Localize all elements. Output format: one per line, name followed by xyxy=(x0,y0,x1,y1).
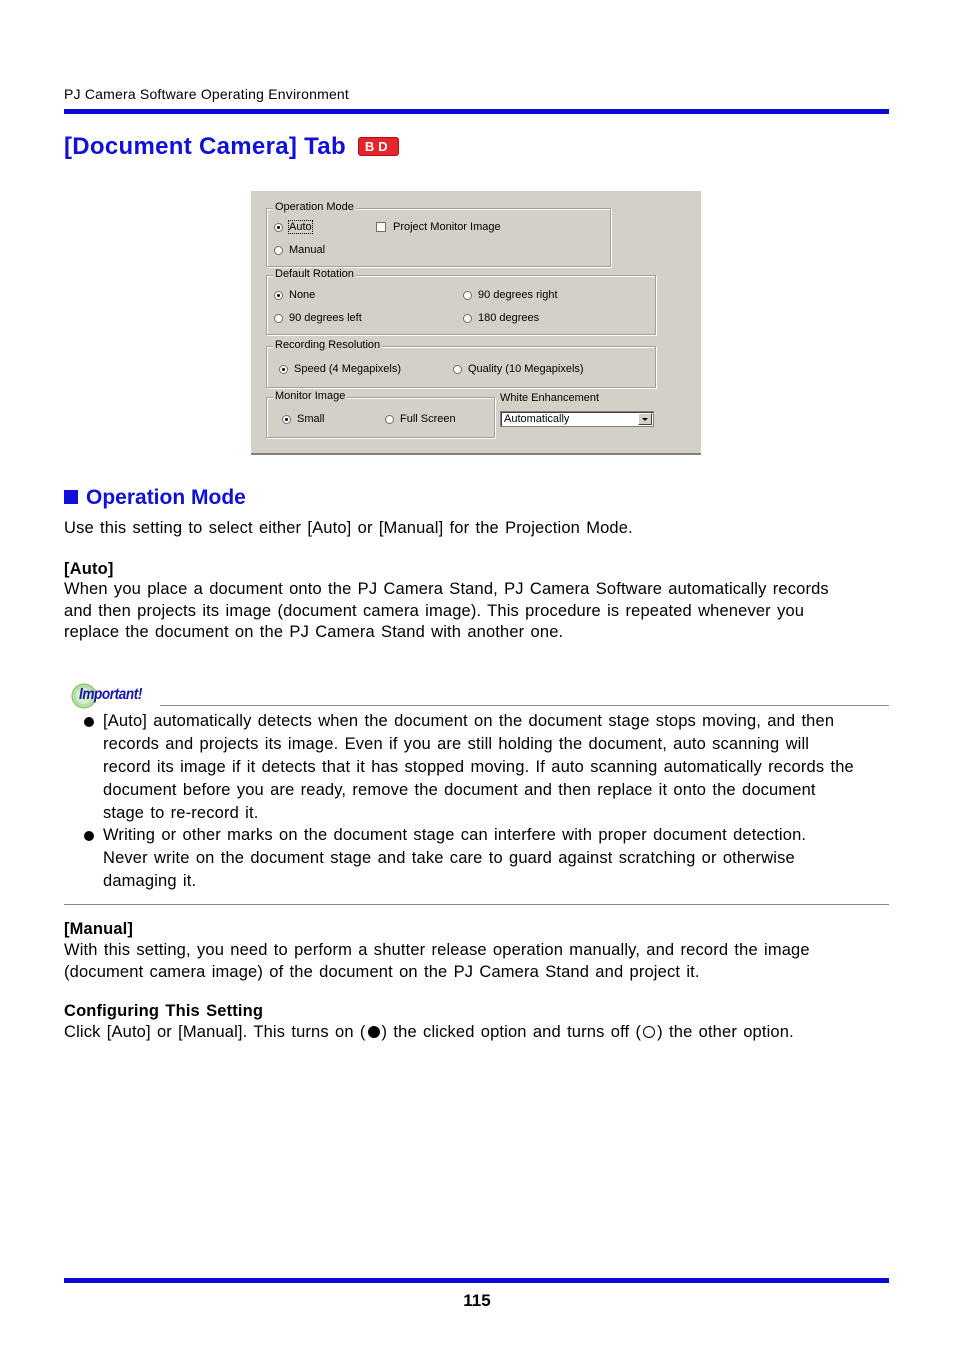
rotation-90-left-label: 90 degrees left xyxy=(289,312,362,324)
speed-radio-label: Speed (4 Megapixels) xyxy=(294,363,402,375)
radio-off-icon xyxy=(274,314,283,323)
rotation-90-right-radio[interactable] xyxy=(463,289,558,301)
rotation-none-radio[interactable] xyxy=(274,289,315,301)
config-text-2: ) the clicked option and turns off ( xyxy=(381,1023,642,1041)
auto-radio-label: Auto xyxy=(289,221,312,233)
radio-off-icon xyxy=(453,365,462,374)
monitor-image-label: Monitor Image xyxy=(275,390,346,402)
quality-radio[interactable] xyxy=(453,363,584,375)
small-radio[interactable] xyxy=(282,413,325,425)
white-enhancement-label: White Enhancement xyxy=(500,392,600,404)
bullet-icon xyxy=(84,717,94,727)
page-number: 115 xyxy=(463,1291,491,1310)
footer-rule xyxy=(64,1278,889,1283)
manual-heading: [Manual] xyxy=(64,920,134,938)
auto-heading: [Auto] xyxy=(64,560,114,578)
operation-mode-heading-text: Operation Mode xyxy=(86,486,246,509)
config-text-1: Click [Auto] or [Manual]. This turns on ( xyxy=(64,1023,366,1041)
operation-mode-group xyxy=(266,201,611,267)
config-heading: Configuring This Setting xyxy=(64,1002,264,1020)
running-header: PJ Camera Software Operating Environment xyxy=(64,86,350,102)
important-item-text: [Auto] automatically detects when the document on the document stage stops moving, and then records and projects its image. Even if you are still holding the document, auto scanning will record its image if it detects that it has stopped moving. If auto scanning automatically records the document before you are ready, remove the document and then replace it onto the document stage to re-record it. xyxy=(103,712,854,822)
config-text-3: ) the other option. xyxy=(657,1023,794,1041)
square-bullet-icon xyxy=(64,490,78,504)
manual-radio[interactable] xyxy=(274,244,325,256)
rotation-90-left-radio[interactable] xyxy=(274,312,362,324)
recording-resolution-label: Recording Resolution xyxy=(275,339,381,351)
important-header xyxy=(64,680,889,708)
radio-on-icon xyxy=(282,415,291,424)
bd-badge: BD xyxy=(358,137,399,156)
radio-on-icon xyxy=(274,291,283,300)
full-screen-radio[interactable] xyxy=(385,413,456,425)
default-rotation-label: Default Rotation xyxy=(275,268,354,280)
checkbox-icon xyxy=(376,222,386,232)
default-rotation-group xyxy=(266,268,656,335)
small-radio-label: Small xyxy=(297,413,325,425)
page-title xyxy=(64,133,399,161)
white-enhancement-value: Automatically xyxy=(504,413,570,425)
rotation-90-right-label: 90 degrees right xyxy=(478,289,558,301)
chevron-down-icon[interactable] xyxy=(638,413,652,425)
auto-radio[interactable] xyxy=(274,221,312,233)
radio-off-icon xyxy=(463,314,472,323)
important-rule xyxy=(160,705,889,706)
document-camera-dialog xyxy=(251,191,701,455)
project-monitor-checkbox[interactable] xyxy=(376,221,501,233)
intro-paragraph: Use this setting to select either [Auto] or [Manual] for the Projection Mode. xyxy=(64,519,633,537)
rotation-none-label: None xyxy=(289,289,316,301)
page-title-text: [Document Camera] Tab xyxy=(64,133,346,160)
speed-radio[interactable] xyxy=(279,363,401,375)
manual-radio-label: Manual xyxy=(289,244,326,256)
full-screen-radio-label: Full Screen xyxy=(400,413,456,425)
auto-paragraph: When you place a document onto the PJ Camera Stand, PJ Camera Software automatically records and then projects its image (document camera image). This procedure is repeated whenever you replace the document on the PJ Camera Stand with another one. xyxy=(64,580,829,641)
radio-off-icon xyxy=(385,415,394,424)
bullet-icon xyxy=(84,831,94,841)
important-label: Important! xyxy=(79,686,142,703)
radio-off-icon xyxy=(274,246,283,255)
config-paragraph xyxy=(64,1022,904,1044)
operation-mode-heading xyxy=(64,486,246,510)
operation-mode-label: Operation Mode xyxy=(275,201,354,213)
radio-on-icon xyxy=(279,365,288,374)
rotation-180-radio[interactable] xyxy=(463,312,539,324)
important-item xyxy=(84,824,859,893)
project-monitor-label: Project Monitor Image xyxy=(393,221,501,233)
important-item-text: Writing or other marks on the document stage can interfere with proper document detection. Never write on the document stage and take care to guard against scratching or otherwise damaging it. xyxy=(103,826,807,890)
important-item xyxy=(84,710,859,825)
quality-radio-label: Quality (10 Megapixels) xyxy=(468,363,584,375)
white-enhancement-select[interactable] xyxy=(500,411,654,427)
radio-on-icon xyxy=(368,1026,380,1038)
rotation-180-label: 180 degrees xyxy=(478,312,540,324)
radio-off-icon xyxy=(643,1026,655,1038)
important-end-rule xyxy=(64,904,889,905)
manual-paragraph: With this setting, you need to perform a shutter release operation manually, and record the image (document camera image) of the document on the PJ Camera Stand and project it. xyxy=(64,941,810,981)
header-rule xyxy=(64,109,889,114)
radio-on-icon xyxy=(274,223,283,232)
radio-off-icon xyxy=(463,291,472,300)
